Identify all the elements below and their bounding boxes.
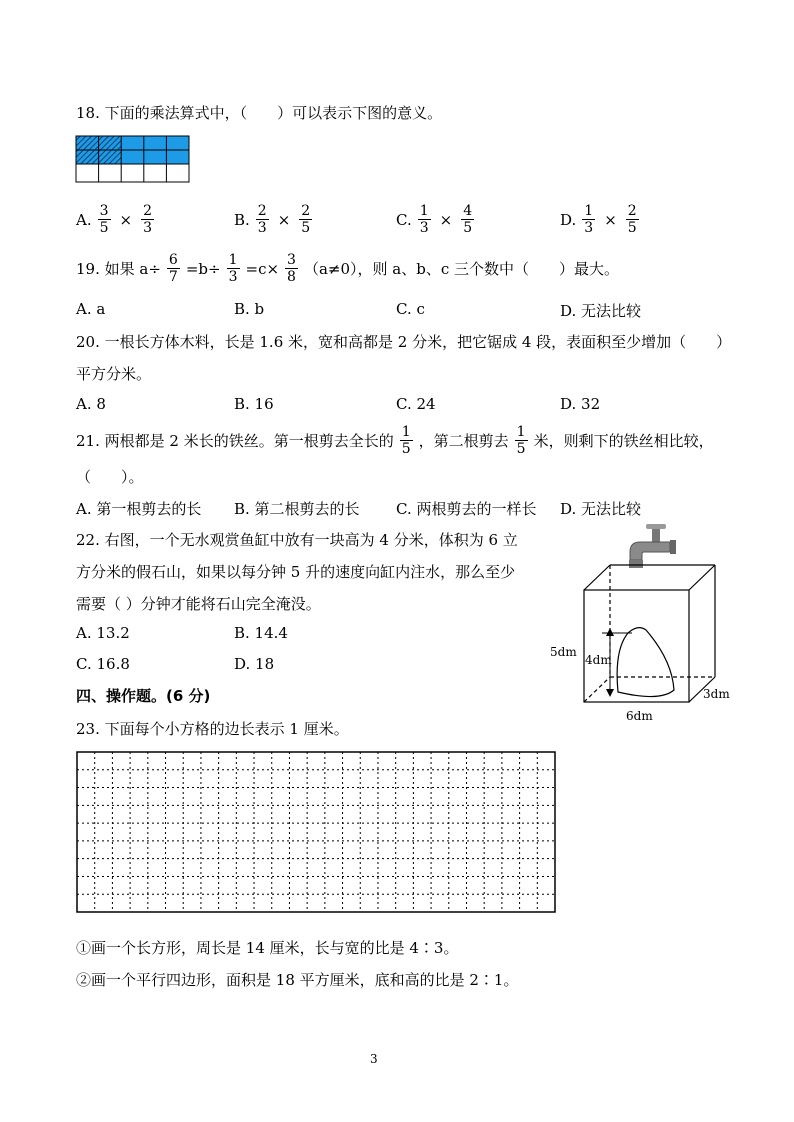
fraction: $\frac{2}{5}$: [301, 203, 311, 236]
q21-text: 21. 两根都是 2 米长的铁丝。第一根剪去全长的 $\frac{1}{5}$ ，第二根剪去 $\frac{1}{5}$ 米，则剩下的铁丝相比较，: [76, 424, 714, 457]
q18-option-d[interactable]: D. $\frac{1}{3}$ × $\frac{2}{5}$: [560, 203, 637, 236]
q23-item-1: ①画一个长方形，周长是 14 厘米，长与宽的比是 4∶3。: [76, 939, 459, 957]
page-number: 3: [370, 1052, 378, 1066]
q22-option-d[interactable]: D. 18: [234, 655, 275, 673]
q22-text-line3: 需要（ ）分钟才能将石山完全淹没。: [76, 595, 321, 613]
fraction: $\frac{2}{3}$: [143, 203, 153, 236]
q21-option-b[interactable]: B. 第二根剪去的长: [234, 500, 360, 518]
q18-fraction-diagram: [75, 135, 190, 183]
q19-option-d[interactable]: D. 无法比较: [560, 302, 642, 320]
fraction: $\frac{2}{3}$: [257, 203, 267, 236]
q21-option-d[interactable]: D. 无法比较: [560, 500, 642, 518]
fraction: $\frac{1}{3}$: [228, 252, 238, 285]
q23-item-2: ②画一个平行四边形，面积是 18 平方厘米，底和高的比是 2∶1。: [76, 971, 519, 989]
faucet-icon: [629, 524, 676, 568]
q20-option-a[interactable]: A. 8: [76, 395, 106, 413]
fraction: $\frac{2}{5}$: [627, 203, 637, 236]
section-4-heading: 四、操作题。(6 分): [76, 687, 211, 705]
q21-text-line2: （ ）。: [76, 468, 144, 486]
q21-option-c[interactable]: C. 两根剪去的一样长: [396, 500, 537, 518]
tank-height-label: 5dm: [550, 645, 577, 659]
rock-height-label: 4dm: [585, 653, 612, 667]
q21-option-a[interactable]: A. 第一根剪去的长: [76, 500, 202, 518]
fraction: $\frac{3}{5}$: [99, 203, 109, 236]
fraction: $\frac{1}{5}$: [401, 424, 411, 457]
q18-option-c[interactable]: C. $\frac{1}{3}$ × $\frac{4}{5}$: [396, 203, 473, 236]
q20-text-line2: 平方分米。: [76, 365, 152, 383]
q19-option-c[interactable]: C. c: [396, 300, 425, 318]
q22-option-b[interactable]: B. 14.4: [234, 624, 288, 642]
fraction: $\frac{3}{8}$: [287, 252, 296, 285]
q23-dotted-grid[interactable]: [74, 749, 560, 917]
tank-width-label: 6dm: [626, 709, 653, 723]
rock-shape: [617, 628, 674, 697]
q19-option-a[interactable]: A. a: [76, 300, 106, 318]
q18-option-b[interactable]: B. $\frac{2}{3}$ × $\frac{2}{5}$: [234, 203, 311, 236]
fraction: $\frac{1}{3}$: [419, 203, 429, 236]
fraction: $\frac{4}{5}$: [463, 203, 473, 236]
q19-text: 19. 如果 a÷ $\frac{6}{7}$ =b÷ $\frac{1}{3}$ =c× $\frac{3}{8}$ （a≠0），则 a、b、c 三个数中（ ）最大。: [76, 252, 620, 285]
q22-text-line1: 22. 右图，一个无水观赏鱼缸中放有一块高为 4 分米，体积为 6 立: [76, 531, 518, 549]
q20-option-b[interactable]: B. 16: [234, 395, 274, 413]
q22-tank-figure: [540, 520, 740, 730]
q22-text-line2: 方分米的假石山，如果以每分钟 5 升的速度向缸内注水，那么至少: [76, 563, 516, 581]
q20-text-line1: 20. 一根长方体木料，长是 1.6 米，宽和高都是 2 分米，把它锯成 4 段，表面积至少增加（ ）: [76, 333, 732, 351]
fraction: $\frac{1}{5}$: [516, 424, 526, 457]
q23-text: 23. 下面每个小方格的边长表示 1 厘米。: [76, 720, 349, 738]
fraction: $\frac{1}{3}$: [584, 203, 594, 236]
q20-option-d[interactable]: D. 32: [560, 395, 601, 413]
q18-text: 18. 下面的乘法算式中，（ ）可以表示下图的意义。: [76, 104, 443, 122]
q22-option-c[interactable]: C. 16.8: [76, 655, 130, 673]
q20-option-c[interactable]: C. 24: [396, 395, 436, 413]
tank-depth-label: 3dm: [703, 687, 730, 701]
fraction: $\frac{6}{7}$: [168, 252, 178, 285]
q19-option-b[interactable]: B. b: [234, 300, 265, 318]
q22-option-a[interactable]: A. 13.2: [76, 624, 130, 642]
q18-option-a[interactable]: A. $\frac{3}{5}$ × $\frac{2}{3}$: [76, 203, 153, 236]
